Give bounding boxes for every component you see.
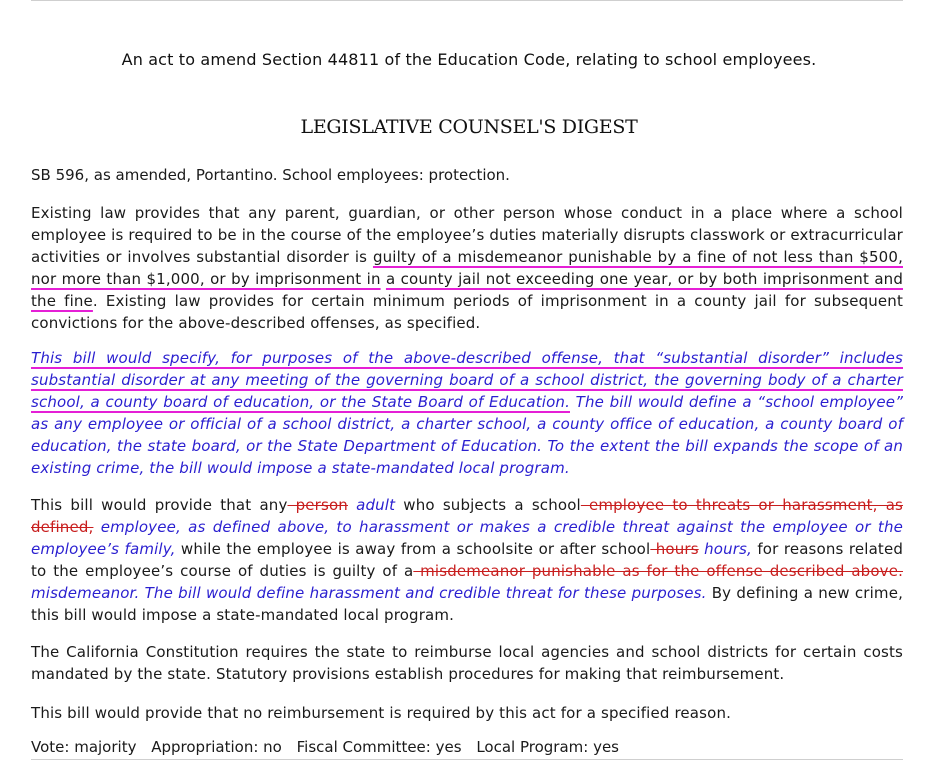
substantial-disorder-paragraph: [31, 347, 903, 479]
p3-text-3: while the employee is away from a schoolsite or after school: [175, 540, 651, 558]
digest-heading: LEGISLATIVE COUNSEL'S DIGEST: [300, 116, 638, 138]
p1-text-c: . Existing law provides for certain minimum periods of imprisonment in a county jail for subsequent convictions for the above-described offenses, as specified.: [31, 292, 903, 332]
reimbursement-constitution-paragraph: The California Constitution requires the state to reimburse local agencies and school districts for certain costs mandated by the state. Statutory provisions establish procedures for making that reimbursement.: [31, 643, 903, 683]
no-reimbursement-paragraph: This bill would provide that no reimbursement is required by this act for a specified reason.: [31, 704, 732, 722]
p2-highlight-definition: This bill would specify, for purposes of the above-described offense, that “substantial disorder” includes substantial disorder at any meeting of the governing board of a school district, the governing body of a charter school, a county board of education, or the State Board of Education.: [31, 349, 903, 411]
p3-deleted-1: person: [287, 496, 348, 514]
p2-text-rest: The bill would define a “school employee” as any employee or official of a school district, a charter school, a county office of education, a county board of education, the state board, or the State Department of Education. To the extent the bill expands the scope of an existing crime, the bill would impose a state-mandated local program.: [31, 393, 903, 477]
local-program-status: Local Program: yes: [476, 738, 619, 756]
p3-text-5: By defining a new crime, this bill would impose a state-mandated local program.: [31, 584, 903, 624]
harassment-paragraph: [31, 494, 903, 626]
p3-deleted-3: hours: [650, 540, 699, 558]
p1-text-a: Existing law provides that any parent, guardian, or other person whose conduct in a place where a school employee is required to be in the course of the employee’s duties materially disrupts classwork or extracurricular activities or involves substantial disorder is: [31, 204, 903, 266]
p3-text-1: This bill would provide that any: [31, 496, 288, 514]
bill-summary-line: SB 596, as amended, Portantino. School employees: protection.: [31, 166, 510, 184]
fiscal-committee-status: Fiscal Committee: yes: [296, 738, 462, 756]
p3-inserted-1: adult: [347, 496, 396, 514]
appropriation-status: Appropriation: no: [151, 738, 282, 756]
p3-text-2: who subjects a school: [395, 496, 581, 514]
p1-highlight-penalty: guilty of a misdemeanor punishable by a fine of not less than $500, nor more than $1,000, or by imprisonment in: [31, 248, 903, 288]
p3-deleted-4: misdemeanor punishable as for the offense described above.: [413, 562, 903, 580]
p3-inserted-3: hours,: [698, 540, 752, 558]
p3-inserted-2: employee, as defined above, to harassment or makes a credible threat against the employee or the employee’s family,: [31, 518, 903, 558]
vote-summary-line: [31, 738, 619, 756]
existing-law-paragraph: [31, 202, 903, 334]
vote-requirement: Vote: majority: [31, 738, 137, 756]
p3-inserted-4: misdemeanor. The bill would define harassment and credible threat for these purposes.: [31, 584, 707, 602]
top-divider: [31, 0, 903, 1]
act-title: An act to amend Section 44811 of the Education Code, relating to school employees.: [121, 50, 817, 69]
bottom-divider: [31, 759, 903, 760]
p1-highlight-jail: a county jail not exceeding one year, or by both imprisonment and the fine: [31, 270, 903, 310]
p3-text-4: for reasons related to the employee’s course of duties is guilty of a: [31, 540, 903, 580]
p3-deleted-2: employee to threats or harassment, as defined,: [31, 496, 904, 536]
